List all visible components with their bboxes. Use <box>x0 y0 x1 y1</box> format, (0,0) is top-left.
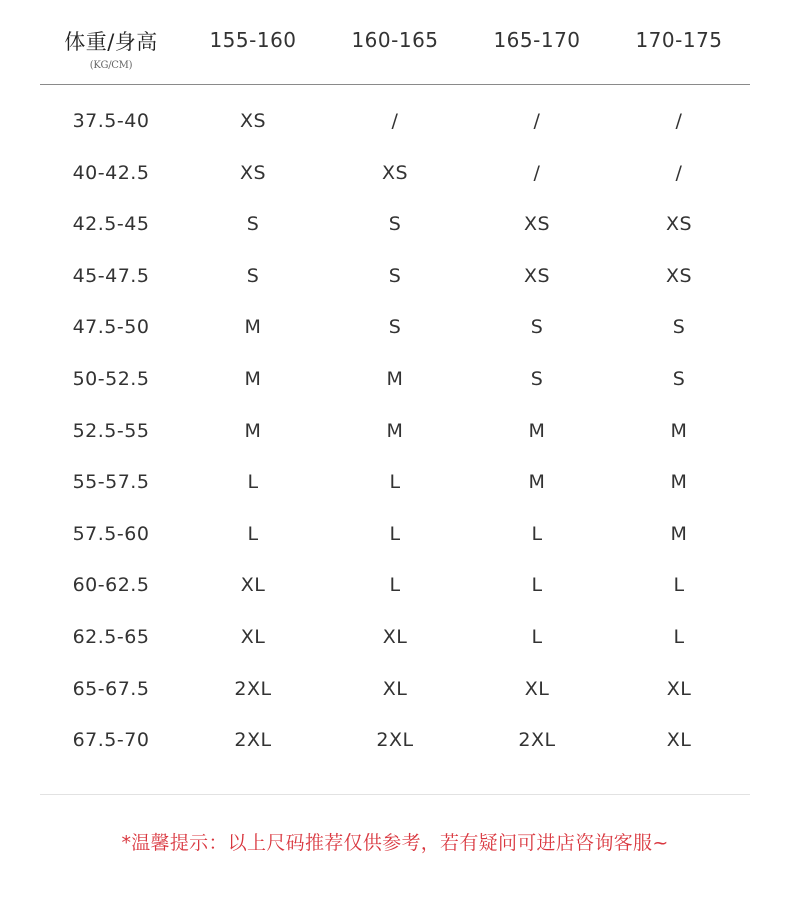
table-row <box>40 457 750 509</box>
weight-cell: 40-42.5 <box>72 161 150 184</box>
size-cell: L <box>531 574 543 597</box>
table-row <box>40 509 750 561</box>
size-cell: / <box>675 110 683 132</box>
size-cell: / <box>675 161 683 184</box>
table-row <box>40 664 750 716</box>
weight-height-corner-cell <box>40 26 182 71</box>
size-cell: S <box>530 316 544 339</box>
weight-cell: 60-62.5 <box>72 574 150 597</box>
size-cell: 2XL <box>376 729 414 752</box>
size-cell: S <box>672 316 686 339</box>
size-cell: S <box>530 367 544 390</box>
table-row <box>40 612 750 664</box>
table-body <box>40 96 750 767</box>
size-cell: XS <box>665 213 693 236</box>
size-cell: M <box>386 367 404 390</box>
size-cell: L <box>389 522 401 545</box>
table-row <box>40 251 750 303</box>
weight-cell: 57.5-60 <box>72 522 150 545</box>
size-cell: XL <box>240 574 266 597</box>
size-cell: M <box>528 419 546 442</box>
size-cell: / <box>533 110 541 132</box>
weight-cell: 55-57.5 <box>72 471 150 494</box>
size-cell: L <box>531 522 543 545</box>
size-cell: XS <box>239 110 267 132</box>
size-cell: XS <box>523 264 551 287</box>
size-cell: XL <box>666 677 692 700</box>
height-header-170-175: 170-175 <box>635 28 723 52</box>
weight-cell: 42.5-45 <box>72 213 150 236</box>
size-cell: XS <box>381 161 409 184</box>
table-row <box>40 302 750 354</box>
size-cell: L <box>531 625 543 648</box>
size-cell: XL <box>382 625 408 648</box>
weight-cell: 65-67.5 <box>72 677 150 700</box>
corner-title: 体重/身高 <box>64 30 158 54</box>
bottom-divider <box>40 794 750 795</box>
size-cell: L <box>389 574 401 597</box>
size-cell: M <box>670 522 688 545</box>
size-cell: / <box>533 161 541 184</box>
corner-unit: (KG/CM) <box>89 60 133 71</box>
size-cell: M <box>528 471 546 494</box>
size-cell: S <box>246 213 260 236</box>
table-row <box>40 148 750 200</box>
size-cell: XL <box>382 677 408 700</box>
weight-cell: 50-52.5 <box>72 367 150 390</box>
size-cell: M <box>386 419 404 442</box>
table-row <box>40 406 750 458</box>
size-cell: XS <box>239 161 267 184</box>
size-cell: M <box>244 367 262 390</box>
size-cell: L <box>673 625 685 648</box>
size-cell: M <box>244 316 262 339</box>
size-cell: 2XL <box>518 729 556 752</box>
table-row <box>40 715 750 767</box>
weight-cell: 37.5-40 <box>72 110 150 132</box>
weight-cell: 47.5-50 <box>72 316 150 339</box>
size-cell: / <box>391 110 399 132</box>
table-row <box>40 560 750 612</box>
size-cell: XL <box>666 729 692 752</box>
size-cell: 2XL <box>234 729 272 752</box>
table-header-row <box>40 0 750 85</box>
size-cell: S <box>246 264 260 287</box>
table-row <box>40 96 750 148</box>
size-chart-table <box>40 0 750 752</box>
size-cell: L <box>389 471 401 494</box>
size-cell: 2XL <box>234 677 272 700</box>
weight-cell: 67.5-70 <box>72 729 150 752</box>
weight-cell: 62.5-65 <box>72 625 150 648</box>
size-cell: S <box>388 213 402 236</box>
size-cell: S <box>388 264 402 287</box>
size-cell: XL <box>524 677 550 700</box>
size-tip-note: *温馨提示：以上尺码推荐仅供参考，若有疑问可进店咨询客服~ <box>121 832 669 854</box>
height-header-160-165: 160-165 <box>351 28 439 52</box>
size-cell: M <box>670 419 688 442</box>
size-cell: S <box>672 367 686 390</box>
size-cell: L <box>247 522 259 545</box>
size-cell: XS <box>523 213 551 236</box>
weight-cell: 52.5-55 <box>72 419 150 442</box>
weight-cell: 45-47.5 <box>72 264 150 287</box>
table-row <box>40 354 750 406</box>
size-cell: XL <box>240 625 266 648</box>
size-cell: S <box>388 316 402 339</box>
table-row <box>40 199 750 251</box>
size-cell: M <box>670 471 688 494</box>
size-cell: L <box>673 574 685 597</box>
size-cell: M <box>244 419 262 442</box>
size-cell: L <box>247 471 259 494</box>
size-cell: XS <box>665 264 693 287</box>
height-header-165-170: 165-170 <box>493 28 581 52</box>
height-header-155-160: 155-160 <box>209 28 297 52</box>
